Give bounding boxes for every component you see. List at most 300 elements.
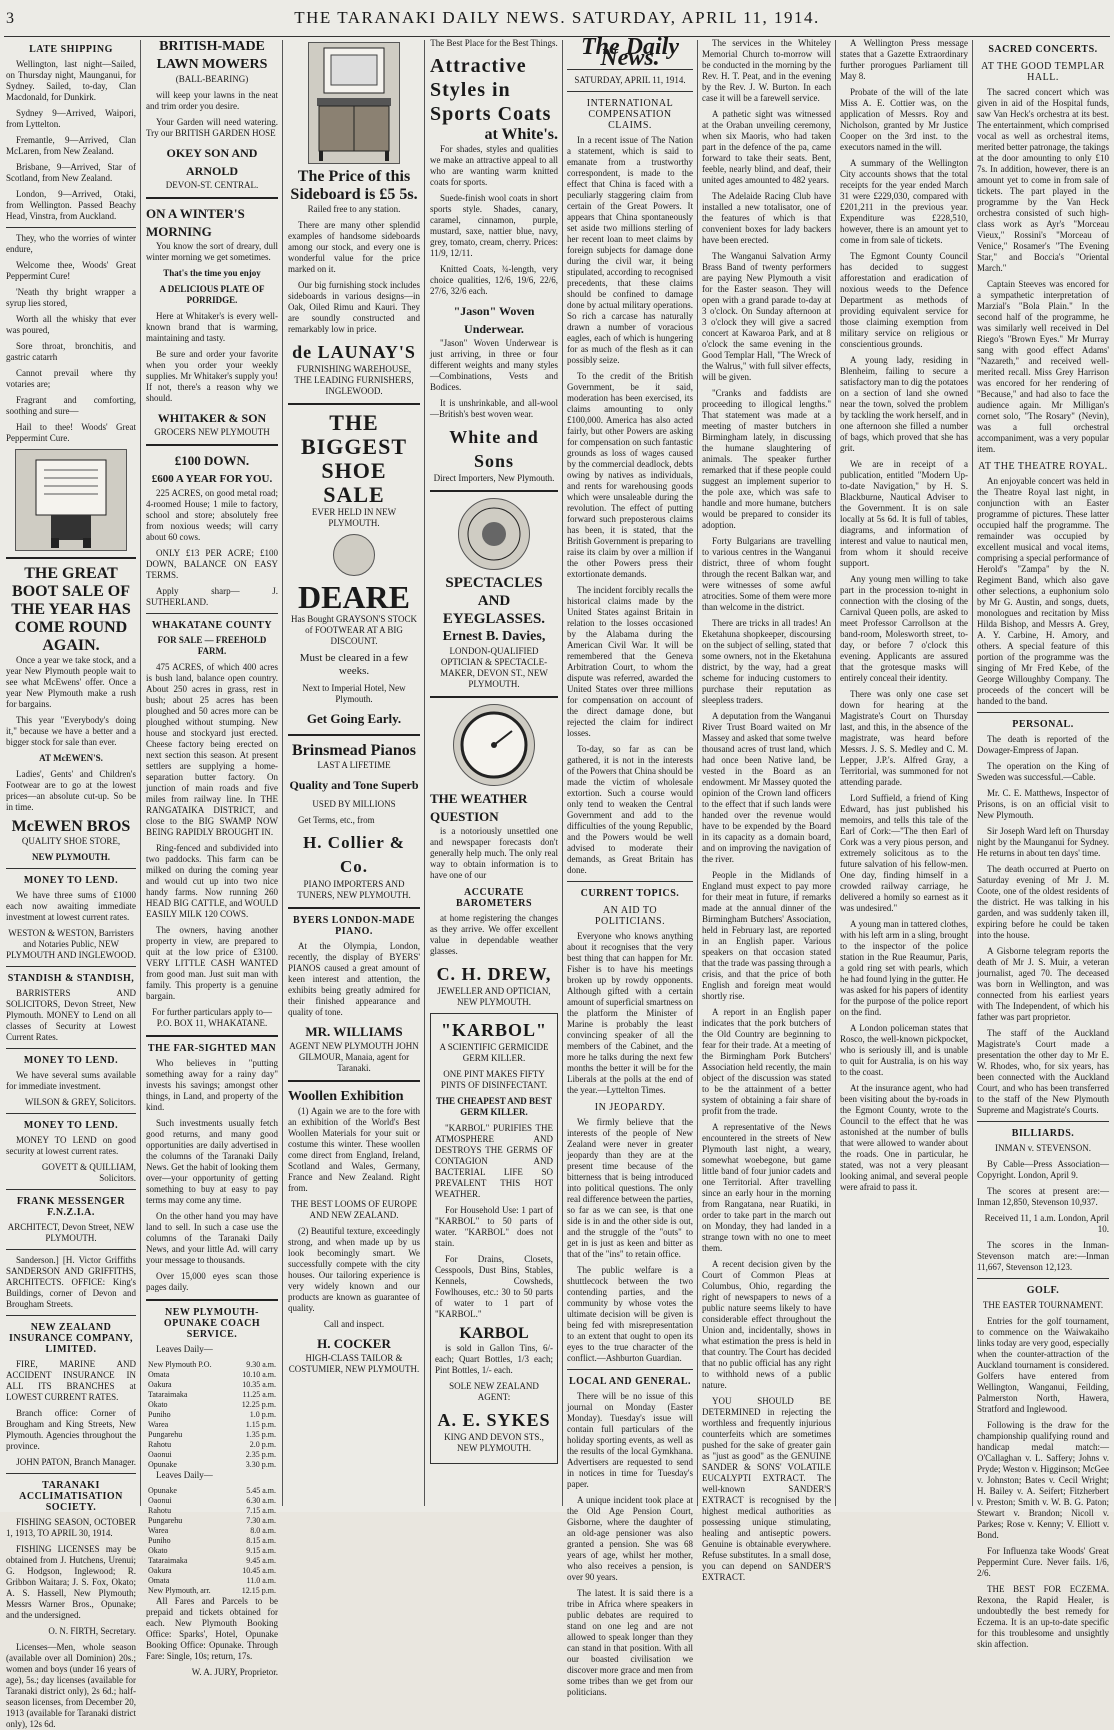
cocker-sub: HIGH-CLASS TAILOR & COSTUMIER, NEW PLYMOUTH. (288, 1353, 420, 1374)
barometer-icon (454, 705, 534, 785)
stop-time: 7.15 a.m. (246, 1506, 276, 1515)
delaunay-name: de LAUNAY'S (292, 342, 416, 362)
poem-line: They, who the worries of winter endure, (6, 233, 136, 254)
article-paragraph: Following is the draw for the championship qualifying round and handicap medal match:—O'Callaghan v. L. Saffery; Johns v. Pryde; Weston v. Higginson; McGee v. Johnston; Bates v. Cecil Wright; H. Bailey v. A. Seifert; Fitzherbert v. Preston; Smith v. W. B. G. Paton; Stewart v. Brandon; Nicoll v. Parkes; Rose v. Kenny; V. Elliott v. Bond. (977, 1420, 1109, 1540)
insurance-signature: JOHN PATON, Branch Manager. (16, 1457, 136, 1467)
far-sighted-text: Such investments usually fetch good returns, and many good opportunities are daily advertised in the columns of the Taranaki Daily News. Get the habit of looking them over—your opportunity of getting something to buy at easy to pay terms may come any time. (146, 1118, 278, 1205)
article-paragraph: The sacred concert which was given in aid of the Hospital funds, saw Van Heck's orchestra at its best. The entertainment, which comprised vocal as well as orchestral items, merited better patronage, the takings at the door amounting to only £10 7s. In addition, however, there is an amount yet to come in from sale of tickets. The part played in the programme by the Van Heck orchestra consisted of such high-class work as Ayr's "Morceau Vieux," Rossini's "Morceau of Venice," Rosamer's "The Evening Star," and Boccia's "Oriental March." (977, 87, 1109, 273)
brinsmead-line: LAST A LIFETIME (317, 760, 391, 770)
farm-price: £100 DOWN. (174, 453, 250, 468)
article-paragraph: THE BEST FOR ECZEMA. Rexona, the Rapid Healer, is undoubtedly the best remedy for Eczema. It is an up-to-date specific for this troublesome and unsightly skin affection. (977, 1584, 1109, 1649)
stop-time: 11.0 a.m. (246, 1576, 276, 1585)
farm-rent: £600 A YEAR FOR YOU. (151, 473, 273, 485)
divider (567, 881, 693, 882)
paper-title: The Daily News. (581, 34, 679, 71)
whakatane-text: Ring-fenced and subdivided into two paddocks. This farm can be milked on during the coming year and would cut up into two nice handy farms. Now running 260 HEAD BIG CATTLE, and WOULD EASILY MILK 120 COWS. (146, 843, 278, 919)
article-paragraph: Lord Suffield, a friend of King Edward, has just published his memoirs, and tells this tale of the Earl of Cork:—"The then Earl of Cork was a very pious person, and extremely solicitous as to the future salvation of his fellow-men. One day, finding himself in a crowded railway carriage, he delivered a homily so earnest as it was undesired." (840, 793, 968, 913)
williams-sub: AGENT NEW PLYMOUTH JOHN GILMOUR, Manaia, agent for Taranaki. (289, 1041, 419, 1073)
weather-text: is a notoriously unsettled one and newspaper forecasts don't generally help much. The only real way to obtain information is to have one of our (430, 826, 558, 880)
article-paragraph: A London policeman states that Rosco, the well-known pickpocket, who is seriously ill, and is unable to quit for Australia, is on his way to the coast. (840, 1023, 968, 1077)
article-paragraph: "Cranks and faddists are proceeding to illogical lengths." That statement was made at a meeting of master butchers in Birmingham lately, in discussing the humane slaughtering of animals. The speaker further remarked that if these people could suggest an implement superior to the pole axe, which was safe to handle and more humane, butchers would be prepared to consider its adoption. (702, 388, 831, 530)
article-paragraph: The latest. It is said there is a tribe in Africa where speakers in public debates are required to stand on one leg and are not allowed to speak longer than they can stand in that position. With all our boasted civilisation we discover more grace and men from some tribes than we get from our politicians. (567, 1588, 693, 1697)
deare-name: DEARE (297, 579, 410, 615)
divider (977, 1121, 1109, 1122)
timetable-row (146, 1410, 278, 1420)
divider (146, 1299, 278, 1301)
mowers-sub: (BALL-BEARING) (175, 74, 249, 84)
article-paragraph: We are in receipt of a publication, entitled "Modern Up-to-date Navigation," by H. S. Blackburne, Nautical Adviser to the Government. It is on sale locally at 5s 6d. It is full of tables, diagrams, and information of interest and value to nautical men, from whom it should receive support. (840, 459, 968, 568)
divider (6, 868, 136, 869)
stop-name: Pungarehu (148, 1430, 183, 1439)
stop-time: 11.25 a.m. (242, 1390, 276, 1399)
stop-name: New Plymouth, arr. (148, 1586, 211, 1595)
article-paragraph: A representative of the News encountered in the streets of New Plymouth last night, a weary, somewhat woebegone, but game little band of four junior cadets and one Territorial. After travelling since an early hour in the morning from Rangatana, near Ruatiki, in order to take part in the march out on Monday, they had landed in a strange town with no one to meet them. (702, 1122, 831, 1253)
sacred-concerts-heading: SACRED CONCERTS. (988, 44, 1098, 55)
illustration-icon (16, 450, 126, 550)
acclimatisation-text: O. N. FIRTH, Secretary. (48, 1626, 136, 1636)
winter-text: Here at Whitaker's is every well-known brand that is warming, maintaining and tasty. (146, 311, 278, 343)
sykes-sub: KING AND DEVON STS., NEW PLYMOUTH. (444, 1432, 544, 1453)
karbol-line: For Household Use: 1 part of "KARBOL" to 50 parts of water. "KARBOL" does not stain. (435, 1205, 553, 1248)
woollen-mid: THE BEST LOOMS OF EUROPE AND NEW ZEALAND. (290, 1199, 418, 1220)
timetable-row (146, 1420, 278, 1430)
current-topics-heading: CURRENT TOPICS. (580, 888, 680, 899)
stop-time: 2.35 p.m. (245, 1450, 276, 1459)
mcewen-town: NEW PLYMOUTH. (31, 852, 110, 862)
article-paragraph: Sir Joseph Ward left on Thursday night by the Maunganui for Sydney. He returns in about ten days' time. (977, 826, 1109, 858)
article-paragraph: Any young men willing to take part in the procession to-night in connection with the closing of the Carnival Queen polls, are asked to meet Professor Carrollson at the band-room, Molesworth street, to-day, or before 7 o'clock this evening. Applicants are assured that the grotesque masks will entirely conceal their identity. (840, 574, 968, 683)
karbol-name: KARBOL (459, 1325, 529, 1342)
stop-name: Puniho (148, 1410, 171, 1419)
divider (430, 696, 558, 698)
poem-line: Welcome thee, Woods' Great Peppermint Cure! (6, 260, 136, 281)
weather-heading: THE WEATHER QUESTION (430, 791, 528, 824)
whitaker-sub: GROCERS NEW PLYMOUTH (154, 427, 270, 437)
article-paragraph: People in the Midlands of England must expect to pay more for their meat in future, if remarks made at the annual dinner of the Birmingham Butchers' Association, held in February last, are reported in an English paper. Various speakers on that occasion stated that the trade was passing through a crisis, and that the price of both English and foreign meat would shortly rise. (702, 870, 831, 1001)
far-sighted-text: Who believes in "putting something away for a rainy day" invests his savings; amongst other things, in Land, and property of the kind. (146, 1058, 278, 1112)
timetable-row (146, 1546, 278, 1556)
stop-time: 12.15 p.m. (241, 1586, 276, 1595)
divider (6, 557, 136, 559)
brinsmead-heading: Brinsmead Pianos (291, 742, 416, 759)
insurance-text: Branch office: Corner of Brougham and King Streets, New Plymouth. Agencies throughout the province. (6, 1408, 136, 1451)
shipping-item: Fremantle, 9—Arrived, Clan McLaren, from New Zealand. (6, 135, 136, 156)
far-sighted-heading: THE FAR-SIGHTED MAN (147, 1043, 277, 1054)
column-5 (567, 34, 694, 1697)
column-rule (972, 40, 973, 1506)
mowers-heading: BRITISH-MADE LAWN MOWERS (156, 39, 268, 72)
stop-name: Omata (148, 1370, 170, 1379)
article-paragraph: Everyone who knows anything about it recognises that the very best thing that can happen for Mr. Fisher is to have his meetings broken up by rowdy opponents. Although gifted with a certain amount of superficial smartness on the platform the Minister of Marine is probably the least convincing speaker of all the members of the Cabinet, and the more he talks during the next few months the better it will be for the Liberals at the polls at the end of the year.—Lyttelton Times. (567, 931, 693, 1095)
article-paragraph: The scores at present are:—Inman 12,850, Stevenson 10,937. (977, 1186, 1109, 1207)
article-paragraph: The services in the Whiteley Memorial Church to-morrow will be conducted in the morning by the Rev. H. T. Peat, and in the evening by the Rev. J. W. Burton. In each case it will be a farewell service. (702, 38, 831, 103)
sideboard-heading: The Price of this Sideboard is £5 5s. (290, 168, 418, 203)
winter-text: A DELICIOUS PLATE OF PORRIDGE. (159, 284, 265, 305)
article-paragraph: A summary of the Wellington City accounts shows that the total receipts for the year ended March 31 were £229,030, compared with £201,211 in the previous year. Expenditure was £228,510, however, there is an amount yet to come in from sale of tickets. (840, 158, 968, 245)
insurance-heading: NEW ZEALAND INSURANCE COMPANY, LIMITED. (8, 1322, 133, 1355)
man-reading-newspaper-illustration (15, 449, 127, 551)
column-4 (430, 38, 558, 1506)
money-to-lend-text: We have several sums available for immediate investment. (6, 1070, 136, 1091)
column-1 (6, 38, 136, 1729)
stop-name: Omata (148, 1576, 170, 1585)
stop-name: Tataraimaka (148, 1556, 188, 1565)
woollen-heading: Woollen Exhibition (288, 1089, 404, 1104)
stop-time: 2.0 p.m. (249, 1440, 276, 1449)
timetable-row (146, 1430, 278, 1440)
sideboard-text: There are many other splendid examples of handsome sideboards among our stock, and every one is wonderful value for the price marked on it. (288, 220, 420, 274)
messenger-text: ARCHITECT, Devon Street, NEW PLYMOUTH. (7, 1222, 135, 1243)
divider (567, 91, 693, 92)
acclimatisation-heading: TARANAKI ACCLIMATISATION SOCIETY. (19, 1480, 123, 1513)
column-rule (697, 40, 698, 1506)
money-to-lend-text: MONEY TO LEND on good security at lowest current rates. (6, 1135, 136, 1156)
jason-heading: "Jason" Woven Underwear. (453, 304, 535, 336)
spectacles-heading: SPECTACLES AND EYEGLASSES. (442, 575, 546, 627)
timetable-row (146, 1536, 278, 1546)
woollen-text: (2) Beautiful texture, exceedingly strong, and when made up by us look becomingly smart. We successfully compete with the city houses. Our tailoring experience is very widely known and our products are known as guarantee of quality. (288, 1226, 420, 1313)
article-paragraph: A pathetic sight was witnessed at the Oraban unveiling ceremony, when six Maoris, who had taken part in the defence of the pa, came forward to take their seats. Bent, feeble, nearly blind, and deaf, their united ages amounted to 482 years. (702, 109, 831, 185)
shoe-sale-heading: THE BIGGEST SHOE SALE (300, 410, 408, 507)
mcewen-sub: QUALITY SHOE STORE, (21, 836, 121, 846)
article-paragraph: Captain Steeves was encored for a sympathetic interpretation of Marzial's "Bola Plain." In the second half of the programme, he was similarly well received in Del Riego's "Brown Eyes." Mr Murray sang with good effect Adams' "Nazareth," and received well-merited recall. Miss Grey Harrison was encored for her rendering of "Because," and had also to face the audience again. Mr Milligan's cornet solo, "The Rosary" (Nevin), was a full orchestral accompaniment, was a very popular item. (977, 279, 1109, 454)
timetable-row (146, 1390, 278, 1400)
karbol-heading: "KARBOL" (441, 1020, 547, 1040)
divider (6, 1315, 136, 1316)
article-paragraph: There are tricks in all trades! An Eketahuna shopkeeper, discoursing on the subject of selling, stated that some owners, not in the Eketahuna district, by the way, had a great scheme for inducing customers to purchase their reputation as sleepless traders. (702, 618, 831, 705)
column-rule (424, 40, 425, 1506)
article-paragraph: A Gisborne telegram reports the death of Mr J. S. Muir, a veteran journalist, aged 70. The deceased was born in Wellington, and was connected from his earliest years with The Independent, of which his father was part proprietor. (977, 946, 1109, 1022)
deare-text: Must be cleared in a few weeks. (299, 652, 409, 677)
jeopardy-heading: IN JEOPARDY. (594, 1102, 666, 1113)
farm-text: 225 ACRES, on good metal road; 4-roomed House; 1 mile to factory, school and store; absolutely free from noxious weeds; will carry about 60 cows. (146, 488, 278, 542)
article-paragraph: At the insurance agent, who had been visiting about the by-roads in the Egmont County, wrote to the Council to the effect that he was astonished at the number of bulls that were allowed to wander about the roads. One in particular, he stated, was not a very pleasant looking animal, and several people were afraid to pass it. (840, 1083, 968, 1192)
page-number: 3 (6, 10, 14, 27)
mowers-text: will keep your lawns in the neat and trim order you desire. (146, 90, 278, 111)
article-paragraph: YOU SHOULD BE DETERMINED in rejecting the worthless and frequently injurious counterfeits which are sometimes pushed for the sake of greater gain as "just as good" as the GENUINE SANDER & SONS' VOLATILE EUCALYPTI EXTRACT. The well-known SANDER'S EXTRACT is recognised by the highest medical authorities as possessing unique stimulating, healing and antiseptic powers. Genuine is obtainable everywhere. Refuse substitutes. In a small dose, you can depend on SANDER'S EXTRACT. (702, 1396, 831, 1582)
article-paragraph: Entries for the golf tournament, to commence on the Waiwakaiho links today are very good, especially when the counter-attraction of the Auckland tournament is considered. Golfers have entered from Wellington, Wanganui, Feilding, Palmerston North, Hawera, Stratford and Inglewood. (977, 1316, 1109, 1414)
stop-time: 9.30 a.m. (246, 1360, 276, 1369)
standish-text: BARRISTERS AND SOLICITORS, Devon Street, New Plymouth. MONEY to Lend on all classes of Security at Lowest Current Rates. (6, 988, 136, 1042)
whitaker-name: WHITAKER & SON (157, 411, 267, 425)
acclimatisation-text: FISHING SEASON, OCTOBER 1, 1913, TO APRIL 30, 1914. (6, 1517, 136, 1538)
sports-coats-at: at White's. (484, 126, 558, 143)
article-paragraph: A unique incident took place at the Old Age Pension Court, Gisborne, where the daughter of an old-age pensioner was also granted a pension. She was 68 years of age, whilst her mother, who also receives a pension, is over 90 years. (567, 1495, 693, 1582)
shipping-item: London, 9—Arrived, Otaki, from Wellington. Passed Beachy Head, Vinstra, from Auckland. (6, 189, 136, 221)
article-paragraph: The incident forcibly recalls the historical claims made by the United States against Britain in relation to the losses occasioned by the Alabama during the American Civil War. It will be remembered that the Geneva Arbitration Court, to whom the dispute was referred, awarded the United States over three millions for compensation on account of the direct damage done, but rejected the claim for indirect losses. (567, 585, 693, 738)
insurance-text: FIRE, MARINE AND ACCIDENT INSURANCE IN ALL ITS BRANCHES at LOWEST CURRENT RATES. (6, 1359, 136, 1402)
mowers-text: Your Garden will need watering. Try our BRITISH GARDEN HOSE (146, 117, 278, 138)
article-paragraph: In a recent issue of The Nation a statement, which is said to emanate from a trustworthy correspondent, is made to the effect that China is faced with a peculiarly staggering claim from certain of the Great Powers. It appears that China spontaneously set aside two millions sterling of her recent loan to meet claims by foreign subjects for damage done during the civil war, it being stipulated, according to recognised precedents, that these claims should be confined to damage done by actual military operations. So rich a carcase has naturally drawn a number of voracious eagles, each of which is hungering for as much of the flesh as it can possibly seize. (567, 135, 693, 365)
column-8 (977, 38, 1109, 1649)
timetable-row (146, 1486, 278, 1496)
stop-name: Opunake (148, 1460, 177, 1469)
golf-heading: GOLF. (1026, 1285, 1060, 1296)
stop-time: 5.45 a.m. (246, 1486, 276, 1495)
boot-sale-heading: THE GREAT BOOT SALE OF THE YEAR HAS COME ROUND AGAIN. (11, 565, 131, 654)
divider (6, 1473, 136, 1474)
mcewen-name: McEWEN BROS (11, 818, 131, 835)
williams-name: MR. WILLIAMS (305, 1024, 403, 1039)
winter-text: That's the time you enjoy (163, 268, 261, 278)
boot-sale-text: AT McEWEN'S. (39, 753, 103, 763)
collier-sub: PIANO IMPORTERS AND TUNERS, NEW PLYMOUTH. (297, 879, 411, 900)
coach-signature: W. A. JURY, Proprietor. (191, 1667, 278, 1677)
woollen-text: Call and inspect. (323, 1319, 385, 1329)
karbol-line: For Drains, Closets, Cesspools, Dust Bins, Stables, Kennels, Cowsheds, Fowlhouses, etc.: 30 to 50 parts of water to 1 part of "KARBOL." (435, 1254, 553, 1319)
karbol-line: "KARBOL" PURIFIES THE ATMOSPHERE AND DESTROYS THE GERMS OF CONTAGION AND BACTERIAL LIFE SO PREVALENT THIS HOT WEATHER. (435, 1123, 553, 1199)
stop-time: 9.45 a.m. (246, 1556, 276, 1565)
whakatane-text: The owners, having another property in view, are prepared to quit at the low price of £3100. VERY LITTLE CASH WANTED from good man. Just suit man with family. This property is a genuine bargain. (146, 925, 278, 1001)
jason-text: It is unshrinkable, and all-wool—British's best woven wear. (430, 398, 558, 419)
cocker-name: H. COCKER (317, 1336, 391, 1351)
brinsmead-line: Get Terms, etc., from (298, 815, 375, 825)
poem-line: 'Neath thy bright wrapper a syrup lies stored, (6, 287, 136, 308)
article-paragraph: For Influenza take Woods' Great Peppermint Cure. Never fails. 1/6, 2/6. (977, 1546, 1109, 1578)
shipping-item: Sydney 9—Arrived, Waipori, from Lyttelton. (6, 108, 136, 129)
divider (288, 734, 420, 736)
boot-sale-text: Ladies', Gents' and Children's Footwear are to go at the lowest prices—an absolute cut-up. So be in time. (6, 769, 136, 812)
column-rule (282, 40, 283, 1506)
divider (146, 613, 278, 614)
shipping-item: Brisbane, 9—Arrived, Star of Scotland, from New Zealand. (6, 162, 136, 183)
karbol-sub: A SCIENTIFIC GERMICIDE GERM KILLER. (439, 1042, 549, 1063)
divider (977, 1278, 1109, 1279)
collier-name: H. Collier & Co. (303, 833, 405, 876)
karbol-line: ONE PINT MAKES FIFTY PINTS OF DISINFECTANT. (440, 1069, 548, 1090)
stop-name: Puniho (148, 1536, 171, 1545)
stop-name: New Plymouth P.O. (148, 1360, 212, 1369)
divider (567, 1369, 693, 1370)
article-paragraph: The scores in the Inman-Stevenson match are:—Inman 11,667, Stevenson 12,123. (977, 1240, 1109, 1272)
money-to-lend-heading: MONEY TO LEND. (23, 1120, 119, 1131)
timetable-row (146, 1400, 278, 1410)
sports-coats-heading: Attractive Styles in Sports Coats (430, 55, 552, 125)
boot-sale-text: This year "Everybody's doing it," because we have a better and a bigger stock for sale than ever. (6, 715, 136, 747)
winter-heading: ON A WINTER'S MORNING (146, 206, 245, 239)
sports-coats-text: Suede-finish wool coats in short sports style. Shades, canary, caramel, cinnamon, purple, mustard, saxe, nattier blue, navy, grey, tomato, cream, cherry. Prices: 11/9, 12/11. (430, 193, 558, 258)
stop-name: Oakura (148, 1380, 172, 1389)
column-3 (288, 38, 420, 1506)
stop-time: 10.45 a.m. (242, 1566, 276, 1575)
stop-time: 8.15 a.m. (246, 1536, 276, 1545)
stop-name: Oaonui (148, 1496, 172, 1505)
timetable-row (146, 1576, 278, 1586)
timetable-row (146, 1556, 278, 1566)
money-to-lend-firm: WILSON & GREY, Solicitors. (24, 1097, 136, 1107)
stop-name: Opunake (148, 1486, 177, 1495)
sideboard-text: Railed free to any station. (307, 204, 401, 214)
barometers-text: at home registering the changes as they arrive. We offer excellent value in dependable weather glasses. (430, 913, 558, 956)
boot-sale-text: Once a year we take stock, and a year New Plymouth people wait to see what McEwens' offer. Once a year New Plymouth make a rush for bargains. (6, 655, 136, 709)
coach-heading: NEW PLYMOUTH-OPUNAKE COACH SERVICE. (163, 1307, 261, 1340)
article-paragraph: To the credit of the British Government, be it said, moderation has been exercised, its claims amounting to only £100,000. America has also acted fairly, but other Powers are asking for compensation on such fantastic grounds as loss of wages caused by the commercial deadlock, debts owing by natives as individuals, and rents for warehousing goods which were unsaleable during the revolution. The effect of putting forward such preposterous claims has been, it is stated, that the British Government is preparing to raise its claim by over a million if the other Powers press their extortionate demands. (567, 371, 693, 579)
billiards-sub: INMAN v. STEVENSON. (995, 1143, 1091, 1153)
stop-name: Tataraimaka (148, 1390, 188, 1399)
far-sighted-text: On the other hand you may have land to sell. In such a case use the columns of the Taranaki Daily News, and your little Ad. will carry your message to thousands. (146, 1211, 278, 1265)
article-paragraph: An enjoyable concert was held in the Theatre Royal last night, in conjunction with an Easter programme of pictures. These latter occupied half the programme. The remainder was occupied by excellent musical and vocal items, comprising a special performance of Herold's "Zampa" by the N. Regiment Band, which also gave other selections, a euphonium solo by Mr G. Austin, and songs, duets, monologues and recitation by Miss Hilda Bishop, and Messrs A. Grey, A. Y. Carbine, H. Amory, and others. A special feature of this portion of the programme was the singing of Mr Fred Kebe, of the George Willoughby Company. The proceeds of the concert will be handed to the band. (977, 476, 1109, 706)
article-paragraph: A young man in tattered clothes, with his left arm in a sling, brought to the inspector of the police station in the Rue Reaumur, Paris, a gold ring set with pearls, which he had found lying in the gutter. He was asked for his papers of identity for the purpose of the police report on the find. (840, 919, 968, 1017)
timetable-row (146, 1370, 278, 1380)
divider (288, 907, 420, 909)
sports-coats-text: For shades, styles and qualities we make an attractive appeal to all who are wanting warm knitted coats for sports. (430, 144, 558, 187)
stop-name: Warea (148, 1526, 169, 1535)
divider (6, 1189, 136, 1190)
article-paragraph: A report in an English paper indicates that the pork butchers of the Old Country are beginning to fear for their trade. At a meeting of the Birmingham Pork Butchers' Association held recently, the main object of the discussion was stated to be the attainment of a better system of obtaining a fair share of profit from the trade. (702, 1007, 831, 1116)
stop-time: 3.30 p.m. (245, 1460, 276, 1469)
karbol-line: THE CHEAPEST AND BEST GERM KILLER. (435, 1096, 553, 1117)
divider (288, 403, 420, 405)
article-paragraph: The operation on the King of Sweden was successful.—Cable. (977, 761, 1109, 782)
masthead: THE TARANAKI DAILY NEWS. SATURDAY, APRIL 11, 1914. (294, 8, 820, 27)
timetable-row (146, 1460, 278, 1470)
stop-time: 6.30 a.m. (246, 1496, 276, 1505)
whakatane-text: For further particulars apply to— P.O. BOX 11, WHAKATANE. (152, 1007, 272, 1028)
intl-claims-heading: INTERNATIONAL COMPENSATION CLAIMS. (586, 98, 674, 131)
store-tagline: The Best Place for the Best Things. (430, 38, 558, 48)
article-paragraph: By Cable—Press Association—Copyright. London, April 9. (977, 1159, 1109, 1180)
article-paragraph: Probate of the will of the late Miss A. E. Cottier was, on the application of Messrs. Roy and Nicholson, granted by Mr Justice Cooper on the 3rd inst. to the executors named in the will. (840, 87, 968, 152)
deare-text: Get Going Early. (306, 711, 402, 726)
divider (146, 1035, 278, 1037)
personal-heading: PERSONAL. (1012, 719, 1074, 730)
brinsmead-line: Quality and Tone Superb (289, 778, 419, 792)
acclimatisation-text: Licenses—Men, whole season (available over all Dominion) 20s.; women and boys (under 16 years of age), 5s.; day licenses (available for Taranaki district only), 2s 6d.; half-season licenses, from December 20, 1913 (available for Taranaki district only), 12s 6d. (6, 1642, 136, 1729)
sideboard-illustration (308, 42, 400, 164)
timetable-row (146, 1516, 278, 1526)
article-paragraph: Received 11, 1 a.m. London, April 10. (984, 1213, 1109, 1234)
article-paragraph: A recent decision given by the Court of Common Pleas at Columbus, Ohio, regarding the right of newspapers to news of a public nature seems likely to have considerable effect throughout the Union and, incidentally, shows in what estimation the press is held in that country. The Court has decided that no public official has any right to withhold news of a public nature. (702, 1259, 831, 1390)
divider (6, 1048, 136, 1049)
drew-sub: JEWELLER AND OPTICIAN, NEW PLYMOUTH. (437, 986, 551, 1007)
column-rule (140, 40, 141, 1506)
white-sons-name: White and Sons (449, 427, 539, 471)
money-to-lend-firm: WESTON & WESTON, Barristers and Notaries Public, NEW PLYMOUTH AND INGLEWOOD. (6, 928, 136, 960)
woollen-text: (1) Again we are to the fore with an exhibition of the World's Best Woollen Materials for your suit or costume this winter. These woollen come direct from England, Ireland, Scotland and Wales, Germany, France and New Zealand. Right from. (288, 1106, 420, 1193)
crest-emblem-icon (458, 498, 530, 570)
jason-text: "Jason" Woven Underwear is just arriving, in three or four different weights and many styles—Combinations, Vests and Bodices. (430, 338, 558, 392)
stop-time: 1.35 p.m. (245, 1430, 276, 1439)
sideboard-icon (309, 43, 399, 163)
timetable-row (146, 1566, 278, 1576)
money-to-lend-text: We have three sums of £1000 each now awaiting immediate investment at lowest current rates. (6, 890, 136, 922)
money-to-lend-heading: MONEY TO LEND. (23, 1055, 119, 1066)
aid-heading: AN AID TO POLITICIANS. (594, 905, 666, 927)
stop-time: 7.30 a.m. (246, 1516, 276, 1525)
davies-sub: LONDON-QUALIFIED OPTICIAN & SPECTACLE-MAKER, DEVON ST., NEW PLYMOUTH. (440, 646, 548, 689)
timetable-row (146, 1586, 278, 1596)
okey-address: DEVON-ST. CENTRAL. (165, 180, 259, 190)
article-paragraph: There was only one case set down for hearing at the Magistrate's Court on Thursday last, and this, in the absence of the magistrate, was heard before Messrs. J. S. S. Medley and C. M. Lepper, J.P.'s. Alfred Gray, a Territorial, was summoned for not attending parade. (840, 689, 968, 787)
divider (6, 966, 136, 967)
article-paragraph: A Wellington Press message states that a Gazette Extraordinary further prorogues Parliament till May 8. (840, 38, 968, 81)
templar-heading: AT THE GOOD TEMPLAR HALL. (981, 61, 1105, 83)
poem-line: Hail to thee! Woods' Great Peppermint Cure. (6, 422, 136, 443)
article-paragraph: To-day, so far as can be gathered, it is not in the interests of the Powers that China should be made the victim of wholesale extortion. Such a course would only tend to weaken the Central Government and add to the difficulties of the young Republic, and the Powers would be well advised to moderate their demands, as Great Britain has done. (567, 744, 693, 875)
timetable-row (146, 1360, 278, 1370)
article-paragraph: Mr. C. E. Matthews, Inspector of Prisons, is on an official visit to New Plymouth. (977, 788, 1109, 820)
timetable-row (146, 1496, 278, 1506)
stop-name: Warea (148, 1420, 169, 1429)
farm-text: Apply sharp— J. SUTHERLAND. (146, 586, 278, 607)
theatre-royal-heading: AT THE THEATRE ROYAL. (978, 461, 1108, 472)
davies-name: Ernest B. Davies, (442, 629, 546, 644)
column-2 (146, 38, 278, 1677)
stop-name: Okato (148, 1546, 168, 1555)
stop-time: 10.10 a.m. (242, 1370, 276, 1379)
stop-name: Rahotu (148, 1506, 172, 1515)
standish-heading: STANDISH & STANDISH, (7, 973, 135, 984)
sideboard-text: Our big furnishing stock includes sideboards in various designs—in Oak, Oiled Rimu and Kauri. They are soundly constructed and remarkably low in price. (288, 280, 420, 334)
column-6 (702, 38, 831, 1582)
stop-time: 9.15 a.m. (246, 1546, 276, 1555)
far-sighted-text: Over 15,000 eyes scan those pages daily. (146, 1271, 278, 1292)
brinsmead-line: USED BY MILLIONS (312, 799, 396, 809)
barometer-illustration (453, 704, 535, 786)
sykes-name: A. E. SYKES (437, 1410, 551, 1430)
shipping-item: Wellington, last night—Sailed, on Thursday night, Maunganui, for Sydney. Sailed, to-day, Clan Macdonald, for Dunkirk. (6, 59, 136, 102)
coach-leaves: Leaves Daily— (156, 1470, 213, 1480)
stop-name: Pungarehu (148, 1516, 183, 1525)
stop-time: 1.0 p.m. (249, 1410, 276, 1419)
deare-text: Has Bought GRAYSON'S STOCK of FOOTWEAR AT A BIG DISCOUNT. (291, 614, 417, 646)
article-paragraph: A young lady, residing in Blenheim, failing to secure a satisfactory man to dig the potatoes on a section of land she owned near the town, solved the problem by tackling the work herself, and in one afternoon she filled a number of bags, which proved that she has grit. (840, 355, 968, 453)
messenger-heading: FRANK MESSENGER F.N.Z.I.A. (16, 1196, 126, 1218)
poem-line: Fragrant and comforting, soothing and sure— (6, 395, 136, 416)
divider (146, 197, 278, 199)
late-shipping-heading: LATE SHIPPING (29, 44, 113, 55)
coach-note: All Fares and Parcels to be prepaid and tickets obtained for each. New Plymouth Booking Office: Sparks', Hotel, Opunake Booking Office: Opunake. Through Fare: Single, 10s; return, 17s. (146, 1596, 278, 1661)
divider (146, 444, 278, 446)
divider (6, 1113, 136, 1114)
article-paragraph: The staff of the Auckland Magistrate's Court made a presentation the other day to Mr E. W. Rhodes, who, for six years, has been connected with the Auckland Court, and who has been transferred to the staff of the New Plymouth Supreme and Magistrate's Courts. (977, 1028, 1109, 1115)
sanderson-text: Sanderson.] [H. Victor Griffiths SANDERSON AND GRIFFITHS, ARCHITECTS. OFFICE: King's Buildings, corner of Devon and Brougham Streets. (6, 1255, 136, 1309)
whakatane-sub: FOR SALE — FREEHOLD FARM. (157, 635, 267, 656)
article-paragraph: Forty Bulgarians are travelling to various centres in the Wanganui district, three of whom fought through the recent Balkan war, and were witnesses of some awful atrocities. Some of them were more than welcome in the district. (702, 536, 831, 612)
divider (6, 1249, 136, 1250)
shoe-sale-sub: EVER HELD IN NEW PLYMOUTH. (311, 507, 397, 528)
karbol-price: is sold in Gallon Tins, 6/- each; Quart Bottles, 1/3 each; Pint Bottles, 1/- each. (435, 1343, 553, 1375)
timetable-row (146, 1380, 278, 1390)
acclimatisation-text: FISHING LICENSES may be obtained from J. Hutchens, Urenui; G. Hodgson, Inglewood; R. Gribbon Waitara; J. S. Fox, Okato; A. S. Hassell, New Plymouth; Messrs Warner Bros., Opunake; and the undersigned. (6, 1544, 136, 1620)
white-sons-sub: Direct Importers, New Plymouth. (433, 473, 555, 483)
article-paragraph: A deputation from the Wanganui River Trust Board waited on Mr Massey and asked that some twelve thousand acres of trust land, which had once been Native land, be vested in the Board as an endowment. Mr Massey quoted the opinion of the Crown land officers to the effect that if such lands were handed over the revenue would have to be expended by the Board in its capacity as a domain board, and on improving the navigation of the river. (702, 711, 831, 864)
stop-time: 1.15 p.m. (245, 1420, 276, 1429)
poem-line: Cannot prevail where thy votaries are; (6, 368, 136, 389)
byers-heading: BYERS LONDON-MADE PIANO. (292, 915, 416, 937)
sports-coats-text: Knitted Coats, ¾-length, very choice qualities, 12/6, 19/6, 22/6, 27/6, 32/6 each. (430, 264, 558, 296)
article-paragraph: The Egmont County Council has decided to suggest afforestation and eradication of noxious weeds to the Defence Department as methods of providing equivalent service for those claiming exemption from military service on religious or conscientious grounds. (840, 251, 968, 349)
column-rule (562, 40, 563, 1506)
dateline: SATURDAY, APRIL 11, 1914. (574, 75, 686, 85)
golf-sub: THE EASTER TOURNAMENT. (982, 1300, 1104, 1310)
byers-text: At the Olympia, London, recently, the display of BYERS' PIANOS caused a great amount of keen interest and attention, the exhibits being greatly admired for their finished appearance and quality of tone. (288, 941, 420, 1017)
coach-leaves: Leaves Daily— (156, 1344, 213, 1354)
masthead-rule (4, 36, 1110, 37)
article-paragraph: The Wanganui Salvation Army Brass Band of twenty performers are paying New Plymouth a visit for the Easter season. They will open with a grand parade to-day at 3 o'clock. On Sunday afternoon at 3 o'clock they will give a sacred concert at Kawaroa Park, and at 8 o'clock the same evening in the Good Templar Hall, "The Wreck of the Walrus," with full silver effects, will be given. (702, 251, 831, 382)
column-7 (840, 38, 968, 1506)
farm-text: ONLY £13 PER ACRE; £100 DOWN, BALANCE ON EASY TERMS. (146, 548, 278, 580)
coach-timetable-return (146, 1486, 278, 1596)
shoe-badge-icon (333, 534, 375, 576)
winter-text: You know the sort of dreary, dull winter morning we get sometimes. (146, 241, 278, 262)
barometers-heading: ACCURATE BAROMETERS (455, 887, 533, 909)
drew-name: C. H. DREW, (436, 964, 552, 984)
divider (977, 712, 1109, 713)
karbol-advert (430, 1013, 558, 1464)
article-paragraph: The Adelaide Racing Club have installed a new totalisator, one of the features of which is that convenient boxes for lady backers have been erected. (702, 191, 831, 245)
whakatane-text: 475 ACRES, of which 400 acres is bush land, balance open country. About 250 acres in grass, rest in bush; about 25 acres has been ploughed and 50 acres more can be ploughed without stumping. New house and stockyard just erected. Cheese factory being erected on next section this season. At present settlers are supplying a home-separation butter factory. On junction of main roads and five miles from railway line. In THE RANGATAIKA DISTRICT, and close to the BIG SWAMP NOW BEING RAPIDLY BROUGHT IN. (146, 662, 278, 837)
